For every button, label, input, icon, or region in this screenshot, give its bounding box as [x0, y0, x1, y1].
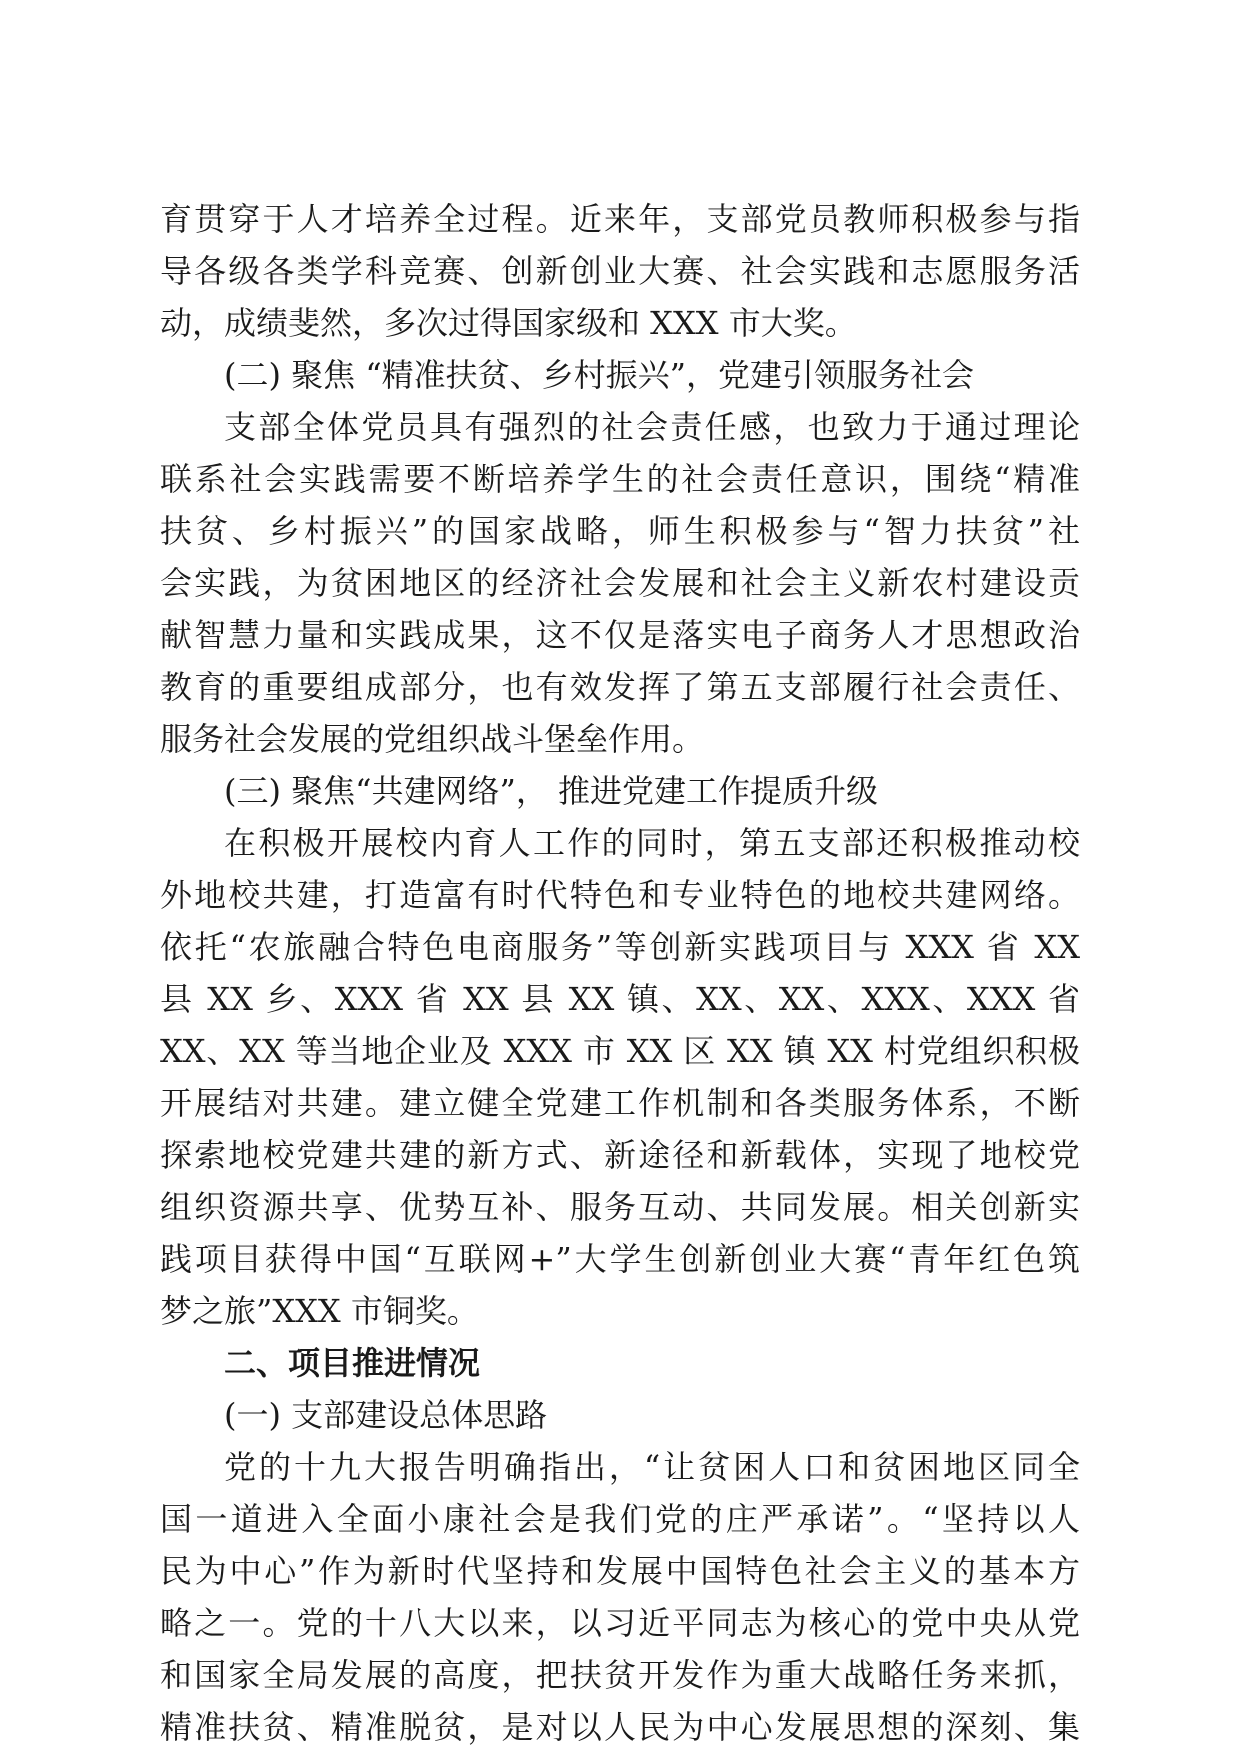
paragraph-line: 动，成绩斐然，多次过得国家级和 XXX 市大奖。: [160, 304, 857, 342]
paragraph-line: 教育的重要组成部分，也有效发挥了第五支部履行社会责任、: [160, 668, 1080, 706]
document-page: [160, 193, 1080, 1753]
paragraph-line: 践项目获得中国“互联网+”大学生创新创业大赛“青年红色筑: [160, 1240, 1080, 1278]
paragraph-line: 献智慧力量和实践成果，这不仅是落实电子商务人才思想政治: [160, 616, 1080, 654]
paragraph-line: 会实践，为贫困地区的经济社会发展和社会主义新农村建设贡: [160, 564, 1080, 602]
paragraph-line: 在积极开展校内育人工作的同时，第五支部还积极推动校: [224, 824, 1080, 862]
paragraph-line: 和国家全局发展的高度，把扶贫开发作为重大战略任务来抓，: [160, 1656, 1080, 1694]
paragraph-line: 略之一。党的十八大以来，以习近平同志为核心的党中央从党: [160, 1604, 1080, 1642]
paragraph-line: 梦之旅”XXX 市铜奖。: [160, 1292, 479, 1330]
paragraph-line: 县 XX 乡、XXX 省 XX 县 XX 镇、XX、XX、XXX、XXX 省: [160, 980, 1080, 1018]
paragraph-line: 党的十九大报告明确指出，“让贫困人口和贫困地区同全: [224, 1448, 1080, 1486]
paragraph-line: 精准扶贫、精准脱贫，是对以人民为中心发展思想的深刻、集: [160, 1708, 1080, 1746]
paragraph-line: 民为中心”作为新时代坚持和发展中国特色社会主义的基本方: [160, 1552, 1080, 1590]
section-heading: (一) 支部建设总体思路: [224, 1396, 548, 1434]
chapter-heading: 二、项目推进情况: [224, 1344, 481, 1382]
paragraph-line: 育贯穿于人才培养全过程。近来年，支部党员教师积极参与指: [160, 200, 1080, 238]
section-heading: (二) 聚焦 “精准扶贫、乡村振兴”，党建引领服务社会: [224, 356, 975, 394]
paragraph-line: 外地校共建，打造富有时代特色和专业特色的地校共建网络。: [160, 876, 1080, 914]
paragraph-line: 支部全体党员具有强烈的社会责任感，也致力于通过理论: [224, 408, 1080, 446]
paragraph-line: 开展结对共建。建立健全党建工作机制和各类服务体系，不断: [160, 1084, 1080, 1122]
paragraph-line: 探索地校党建共建的新方式、新途径和新载体，实现了地校党: [160, 1136, 1080, 1174]
paragraph-line: 国一道进入全面小康社会是我们党的庄严承诺”。“坚持以人: [160, 1500, 1080, 1538]
paragraph-line: 扶贫、乡村振兴”的国家战略，师生积极参与“智力扶贫”社: [160, 512, 1080, 550]
paragraph-line: 导各级各类学科竞赛、创新创业大赛、社会实践和志愿服务活: [160, 252, 1080, 290]
section-heading: (三) 聚焦“共建网络”， 推进党建工作提质升级: [224, 772, 879, 810]
paragraph-line: XX、XX 等当地企业及 XXX 市 XX 区 XX 镇 XX 村党组织积极: [160, 1032, 1080, 1070]
paragraph-line: 组织资源共享、优势互补、服务互动、共同发展。相关创新实: [160, 1188, 1080, 1226]
paragraph-line: 联系社会实践需要不断培养学生的社会责任意识，围绕“精准: [160, 460, 1080, 498]
paragraph-line: 服务社会发展的党组织战斗堡垒作用。: [160, 720, 705, 758]
paragraph-line: 依托“农旅融合特色电商服务”等创新实践项目与 XXX 省 XX: [160, 928, 1080, 966]
